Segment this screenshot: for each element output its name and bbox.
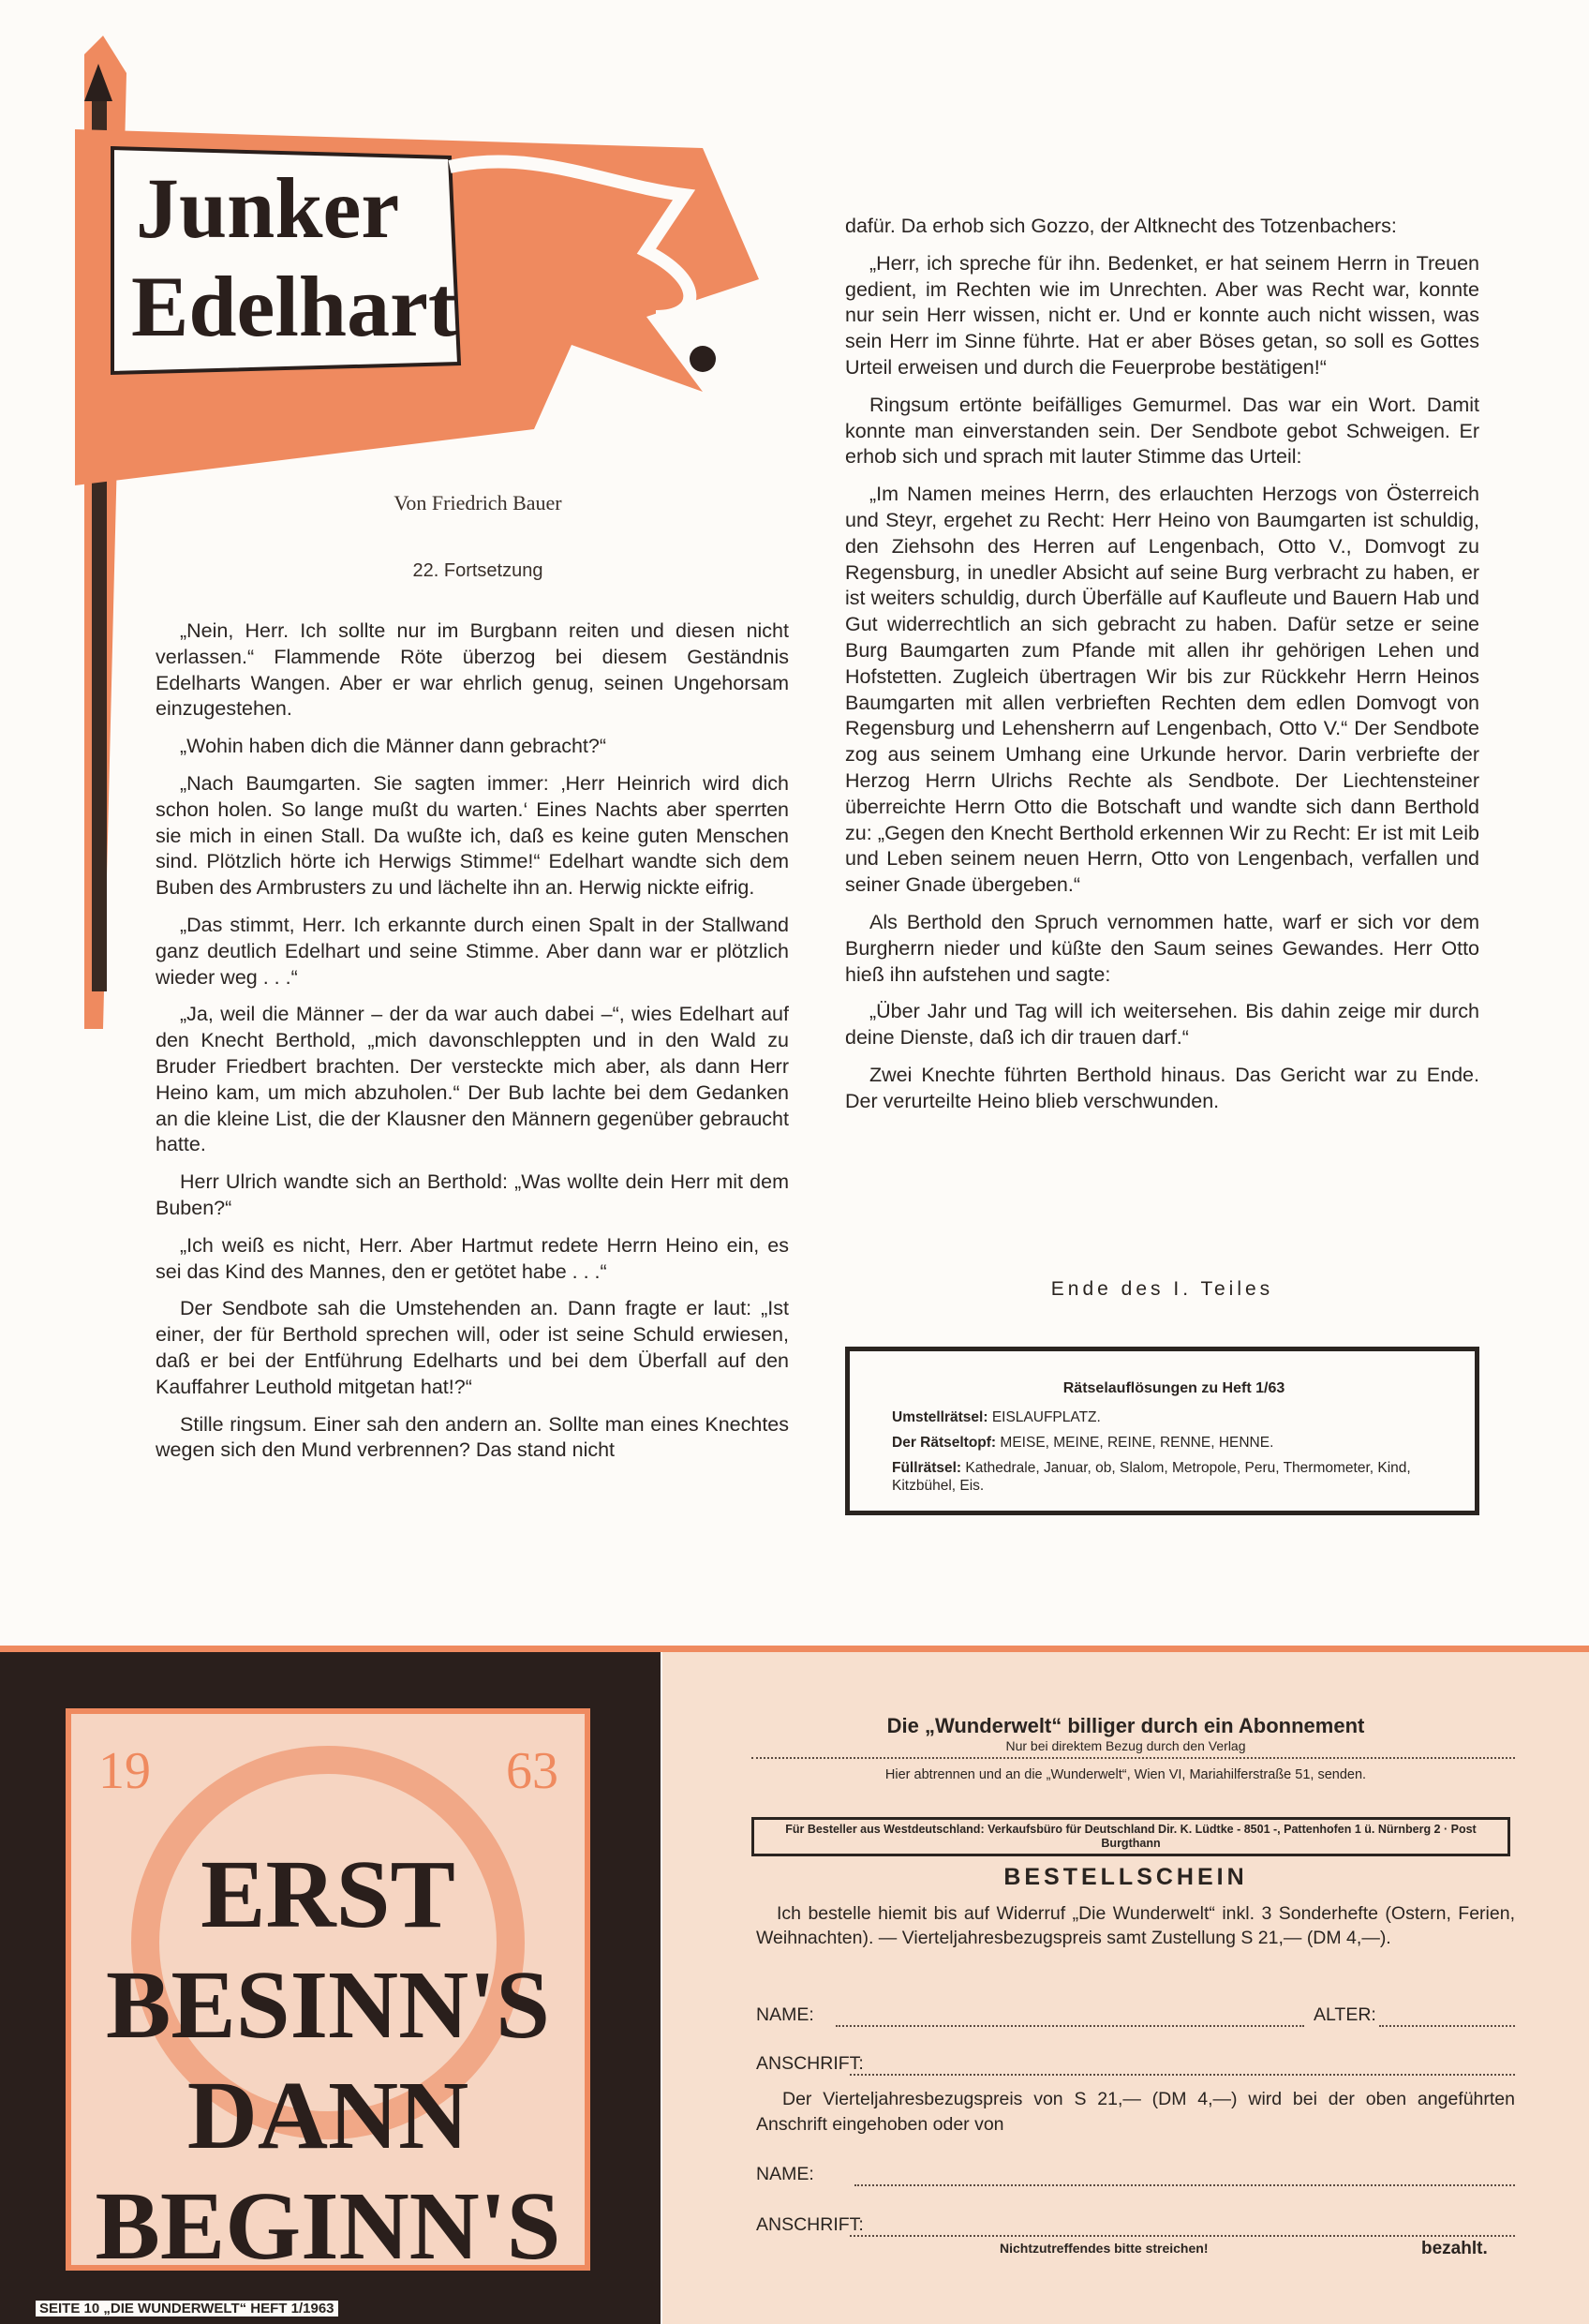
solution-label: Der Rätseltopf: [892, 1435, 997, 1451]
paragraph: Der Sendbote sah die Umstehenden an. Dann fragte er laut: „Ist einer, der für Berthold sprechen will, oder ist seine Schuld erwiesen, daß er bei der Entführung Edelharts und bei dem Überfall auf den Kauffahrer Leuthold mitgetan hat!?“ [156, 1297, 789, 1398]
order-form [662, 1652, 1589, 2324]
poster-illustration [0, 1652, 661, 2324]
strike-note: Nichtzutreffendes bitte streichen! [1000, 2241, 1209, 2256]
tassel-icon [690, 346, 716, 372]
form-heading: BESTELLSCHEIN [1003, 1864, 1248, 1890]
paragraph: Stille ringsum. Einer sah den andern an. Sollte man eines Knechtes wegen sich den Mund verbrennen? Das stand nicht [156, 1412, 789, 1462]
payer-name-field[interactable] [854, 2184, 1515, 2186]
page-footer: SEITE 10 „DIE WUNDERWELT“ HEFT 1/1963 [36, 2301, 338, 2317]
paragraph: Ringsum ertönte beifälliges Gemurmel. Das war ein Wort. Damit konnte man einverstanden sein. Der Sendbote gebot Schweigen. Er erhob sich und sprach mit lauter Stimme das Urteil: [845, 393, 1479, 469]
age-field[interactable] [1379, 2025, 1515, 2027]
age-label: ALTER: [1314, 2004, 1376, 2025]
form-headline: Die „Wunderwelt“ billiger durch ein Abonnement [886, 1714, 1365, 1737]
year-left: 19 [98, 1742, 151, 1800]
name-field[interactable] [836, 2025, 1304, 2027]
payer-address-label: ANSCHRIFT: [756, 2214, 864, 2235]
puzzle-solution [892, 1459, 1456, 1495]
address-field[interactable] [850, 2074, 1515, 2076]
poster-line: ERST [200, 1840, 455, 1948]
form-subline: Nur bei direktem Bezug durch den Verlag [1005, 1738, 1246, 1753]
paragraph: Herr Ulrich wandte sich an Berthold: „Was wollte dein Herr mit dem Buben?“ [156, 1170, 789, 1219]
paragraph: „Über Jahr und Tag will ich weitersehen. Bis dahin zeige mir durch deine Dienste, daß ich dir trauen darf.“ [845, 1000, 1479, 1050]
installment-label: 22. Fortsetzung [412, 560, 543, 581]
solution-text: MEISE, MEINE, REINE, RENNE, HENNE. [1000, 1435, 1274, 1451]
paragraph: Als Berthold den Spruch vernommen hatte, warf er sich vor dem Burgherrn nieder und küßte den Saum seines Gewandes. Herr Otto hieß ihn aufstehen und sagte: [845, 910, 1479, 986]
left-column-text [156, 618, 789, 1475]
paragraph: „Nein, Herr. Ich sollte nur im Burgbann reiten und diesen nicht verlassen.“ Flammende Röte überzog bei diesem Geständnis Edelharts Wangen. Aber er war ehrlich genug, seinen Ungehorsam einzugestehen. [156, 619, 789, 721]
byline: Von Friedrich Bauer [394, 491, 562, 514]
solution-text: EISLAUFPLATZ. [991, 1409, 1101, 1425]
divider-rule [0, 1646, 1589, 1652]
paid-label: bezahlt. [1421, 2239, 1488, 2258]
paragraph: „Ich weiß es nicht, Herr. Aber Hartmut redete Herrn Heino ein, es sei das Kind des Mannes, den er getötet habe . . .“ [156, 1233, 789, 1283]
puzzle-box-title: Rätselauflösungen zu Heft 1/63 [1062, 1380, 1285, 1396]
paragraph: „Ja, weil die Männer – der da war auch dabei –“, wies Edelhart auf den Knecht Berthold, „mich davonschleppten und in den Wald zu Bruder Friedbert brachten. Der versteckte mich aber, als dann Herr Heino kam, um mich abzuholen.“ Der Bub lachte bei dem Gedanken an die kleine List, die der Klausner den Männern gegenüber gebraucht hatte. [156, 1003, 789, 1156]
address-label: ANSCHRIFT: [756, 2053, 864, 2074]
title-line-2: Edelhart [131, 259, 457, 354]
right-column-text [845, 214, 1479, 1126]
paragraph: „Nach Baumgarten. Sie sagten immer: ‚Herr Heinrich wird dich schon holen. So lange mußt du warten.‘ Eines Nachts aber sperrten sie mich in einen Stall. Da wußte ich, daß es keine guten Menschen sind. Plötzlich hörte ich Herwigs Stimme!“ Edelhart wandte sich dem Buben des Armbrusters zu und lächelte ihn an. Herwig nickte eifrig. [156, 771, 789, 900]
solution-label: Umstellrätsel: [892, 1409, 988, 1425]
paragraph: dafür. Da erhob sich Gozzo, der Altknecht des Totzenbachers: [845, 215, 1397, 237]
payer-address-field[interactable] [850, 2235, 1515, 2237]
poster-line: BEGINN'S [95, 2172, 561, 2280]
order-text: Ich bestelle hiemit bis auf Widerruf „Die Wunderwelt“ inkl. 3 Sonderhefte (Ostern, Ferien, Weihnachten). — Vierteljahresbezugspreis samt Zustellung S 21,— (DM 4,—). [756, 1903, 1515, 1948]
puzzle-solutions-box [845, 1347, 1479, 1515]
puzzle-solution [892, 1434, 1456, 1452]
paragraph: „Das stimmt, Herr. Ich erkannte durch einen Spalt in der Stallwand ganz deutlich Edelhart und seine Stimme. Aber dann war er plötzlich wieder weg . . .“ [156, 913, 789, 989]
detach-instruction: Hier abtrennen und an die „Wunderwelt“, Wien VI, Mariahilferstraße 51, senden. [884, 1767, 1367, 1782]
puzzle-solution [892, 1408, 1456, 1426]
name-label: NAME: [756, 2004, 814, 2025]
payment-text: Der Vierteljahresbezugspreis von S 21,— (DM 4,—) wird bei der oben angeführten Anschrift eingehoben oder von [756, 2089, 1515, 2135]
year-right: 63 [506, 1742, 558, 1800]
title-line-1: Junker [136, 160, 400, 256]
poster-line: BESINN'S [106, 1951, 550, 2059]
poster-line: DANN [186, 2062, 469, 2169]
paragraph: „Wohin haben dich die Männer dann gebracht?“ [180, 735, 606, 758]
part-ending: Ende des I. Teiles [1050, 1278, 1274, 1300]
paragraph: Zwei Knechte führten Berthold hinaus. Das Gericht war zu Ende. Der verurteilte Heino blieb verschwunden. [845, 1063, 1479, 1112]
solution-label: Füllrätsel: [892, 1460, 962, 1476]
payer-name-label: NAME: [756, 2164, 814, 2184]
solution-text: Kathedrale, Januar, ob, Slalom, Metropole, Peru, Thermometer, Kind, Kitzbühel, Eis. [892, 1460, 1411, 1494]
west-germany-note: Für Besteller aus Westdeutschland: Verkaufsbüro für Deutschland Dir. K. Lüdtke - 8501 -, Pattenhofen 1 ü. Nürnberg 2 · Post Burgthann [751, 1817, 1510, 1856]
paragraph: „Im Namen meines Herrn, des erlauchten Herzogs von Österreich und Steyr, ergehet zu Recht: Herr Heino von Baumgarten ist schuldig, den Ziehsohn des Herren auf Lengenbach, Otto V., Domvogt zu Regensburg, in unedler Absicht auf seine Burg verbracht zu haben, er ist weiters schuldig, durch Überfälle auf Kaufleute und Bauern Hab und Gut widerrechtlich an sich gebracht zu haben. Dafür setze er seine Burg Baumgarten zum Pfande mit allen ihr gehörigen Lehen und Hofstetten. Zugleich übertragen Wir bis zur Rückkehr Herrn Heinos Baumgarten mit allen verbrieften Rechten dem edlen Domvogt von Regensburg und Lehensherrn auf Lengenbach, Otto V.“ Der Sendbote zog aus seinem Umhang eine Urkunde hervor. Darin verbriefte der Herzog Herrn Ulrichs Rechte als Sendbote. Der Liechtensteiner überreichte Herrn Otto die Botschaft und wandte sich dann Berthold zu: „Gegen den Knecht Berthold erkennen Wir zu Recht: Er ist mit Leib und Leben seinem neuen Herrn, Otto von Lengenbach, verfallen und seiner Gnade übergeben.“ [845, 483, 1479, 897]
cut-line [751, 1757, 1515, 1759]
paragraph: „Herr, ich spreche für ihn. Bedenket, er hat seinem Herrn in Treuen gedient, im Rechten wie im Unrechten. Aber was Recht war, konnte nur sein Herr wissen, nicht er. Und er konnte auch nicht wissen, was sein Herr im Sinne führte. Hat er aber Böses getan, so soll es Gottes Urteil erweisen und durch die Feuerprobe bestätigen!“ [845, 251, 1479, 379]
